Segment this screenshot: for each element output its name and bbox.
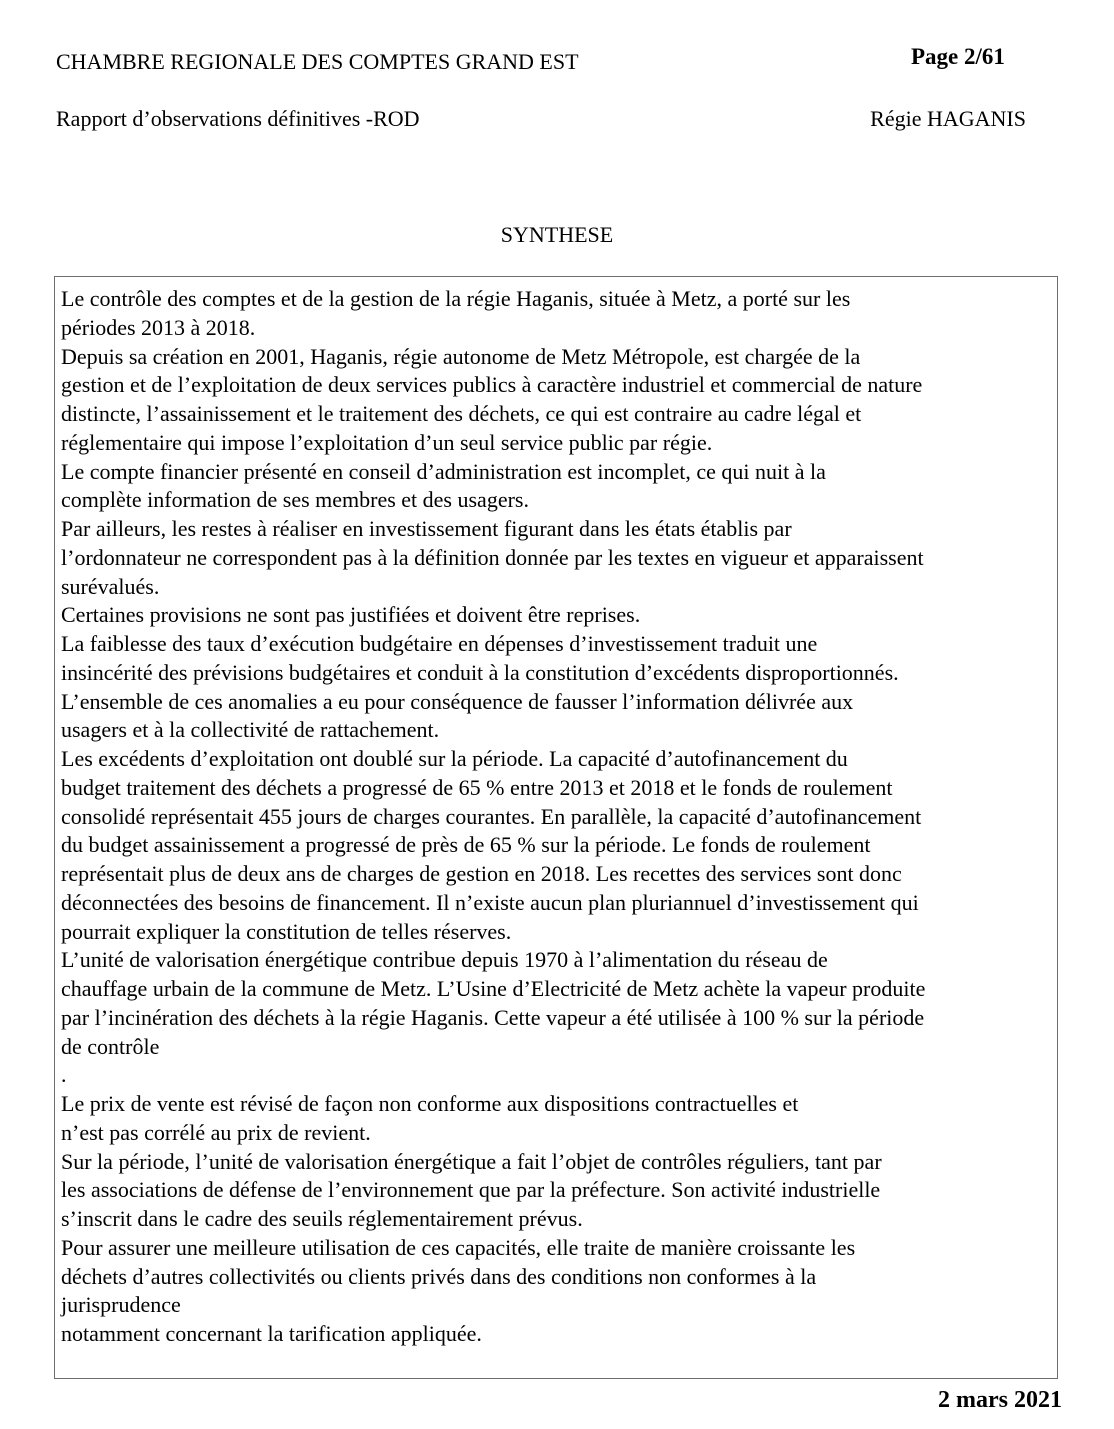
synthesis-line: usagers et à la collectivité de rattachement.	[61, 717, 440, 743]
synthesis-line: du budget assainissement a progressé de près de 65 % sur la période. Le fonds de roulement	[61, 832, 871, 858]
synthesis-line: chauffage urbain de la commune de Metz. L’Usine d’Electricité de Metz achète la vapeur produite	[61, 976, 926, 1001]
synthesis-line: complète information de ses membres et des usagers.	[61, 487, 529, 513]
synthesis-line: gestion et de l’exploitation de deux services publics à caractère industriel et commercial de nature	[61, 372, 923, 398]
synthesis-line: périodes 2013 à 2018.	[61, 314, 256, 340]
document-date: 2 mars 2021	[938, 1387, 1062, 1413]
organization-name: CHAMBRE REGIONALE DES COMPTES GRAND EST	[56, 49, 579, 74]
synthesis-line: insincérité des prévisions budgétaires et conduit à la constitution d’excédents disproportionnés.	[61, 659, 899, 685]
synthesis-line: l’ordonnateur ne correspondent pas à la définition donnée par les textes en vigueur et apparaissent	[61, 544, 924, 570]
synthesis-line: Pour assurer une meilleure utilisation de ces capacités, elle traite de manière croissante les	[61, 1234, 856, 1260]
synthesis-line: La faiblesse des taux d’exécution budgétaire en dépenses d’investissement traduit une	[61, 631, 818, 656]
synthesis-line: déconnectées des besoins de financement. Il n’existe aucun plan pluriannuel d’investissement qui	[61, 889, 919, 915]
synthesis-line: s’inscrit dans le cadre des seuils réglementairement prévus.	[61, 1206, 583, 1231]
synthesis-line: représentait plus de deux ans de charges de gestion en 2018. Les recettes des services sont donc	[61, 861, 902, 886]
synthesis-line: consolidé représentait 455 jours de charges courantes. En parallèle, la capacité d’autofinancement	[61, 803, 922, 829]
synthesis-line: pourrait expliquer la constitution de telles réserves.	[61, 918, 512, 944]
synthesis-line: L’unité de valorisation énergétique contribue depuis 1970 à l’alimentation du réseau de	[61, 947, 828, 973]
synthesis-box	[54, 276, 1058, 1379]
synthesis-line: surévalués.	[61, 573, 160, 599]
synthesis-line: distincte, l’assainissement et le traitement des déchets, ce qui est contraire au cadre légal et	[61, 401, 862, 426]
synthesis-line: Par ailleurs, les restes à réaliser en investissement figurant dans les états établis par	[61, 516, 792, 541]
synthesis-line: les associations de défense de l’environnement que par la préfecture. Son activité industrielle	[61, 1177, 881, 1203]
entity-name: Régie HAGANIS	[870, 106, 1026, 131]
synthesis-line: de contrôle	[61, 1033, 160, 1059]
synthesis-line: Sur la période, l’unité de valorisation énergétique a fait l’objet de contrôles réguliers, tant par	[61, 1148, 882, 1174]
synthesis-line: Depuis sa création en 2001, Haganis, régie autonome de Metz Métropole, est chargée de la	[61, 343, 861, 369]
synthesis-line: par l’incinération des déchets à la régie Haganis. Cette vapeur a été utilisée à 100 % sur la période	[61, 1004, 925, 1030]
synthesis-line: jurisprudence	[61, 1292, 181, 1318]
synthesis-line: budget traitement des déchets a progressé de 65 % entre 2013 et 2018 et le fonds de roulement	[61, 774, 893, 800]
synthesis-line: Le contrôle des comptes et de la gestion de la régie Haganis, située à Metz, a porté sur les	[61, 286, 851, 311]
synthesis-line: Le prix de vente est révisé de façon non conforme aux dispositions contractuelles et	[61, 1091, 799, 1116]
synthesis-line: Les excédents d’exploitation ont doublé sur la période. La capacité d’autofinancement du	[61, 746, 848, 771]
report-type: Rapport d’observations définitives -ROD	[56, 106, 420, 131]
synthesis-line: .	[61, 1062, 67, 1088]
synthesis-line: déchets d’autres collectivités ou clients privés dans des conditions non conformes à la	[61, 1263, 817, 1289]
synthesis-line: L’ensemble de ces anomalies a eu pour conséquence de fausser l’information délivrée aux	[61, 688, 854, 714]
synthesis-line: réglementaire qui impose l’exploitation d’un seul service public par régie.	[61, 429, 713, 455]
synthesis-line: notamment concernant la tarification appliquée.	[61, 1321, 482, 1346]
synthesis-line: Certaines provisions ne sont pas justifiées et doivent être reprises.	[61, 602, 641, 628]
page-number: Page 2/61	[911, 44, 1005, 69]
synthesis-line: Le compte financier présenté en conseil d’administration est incomplet, ce qui nuit à la	[61, 458, 826, 484]
synthesis-line: n’est pas corrélé au prix de revient.	[61, 1119, 371, 1145]
section-title: SYNTHESE	[500, 222, 614, 247]
